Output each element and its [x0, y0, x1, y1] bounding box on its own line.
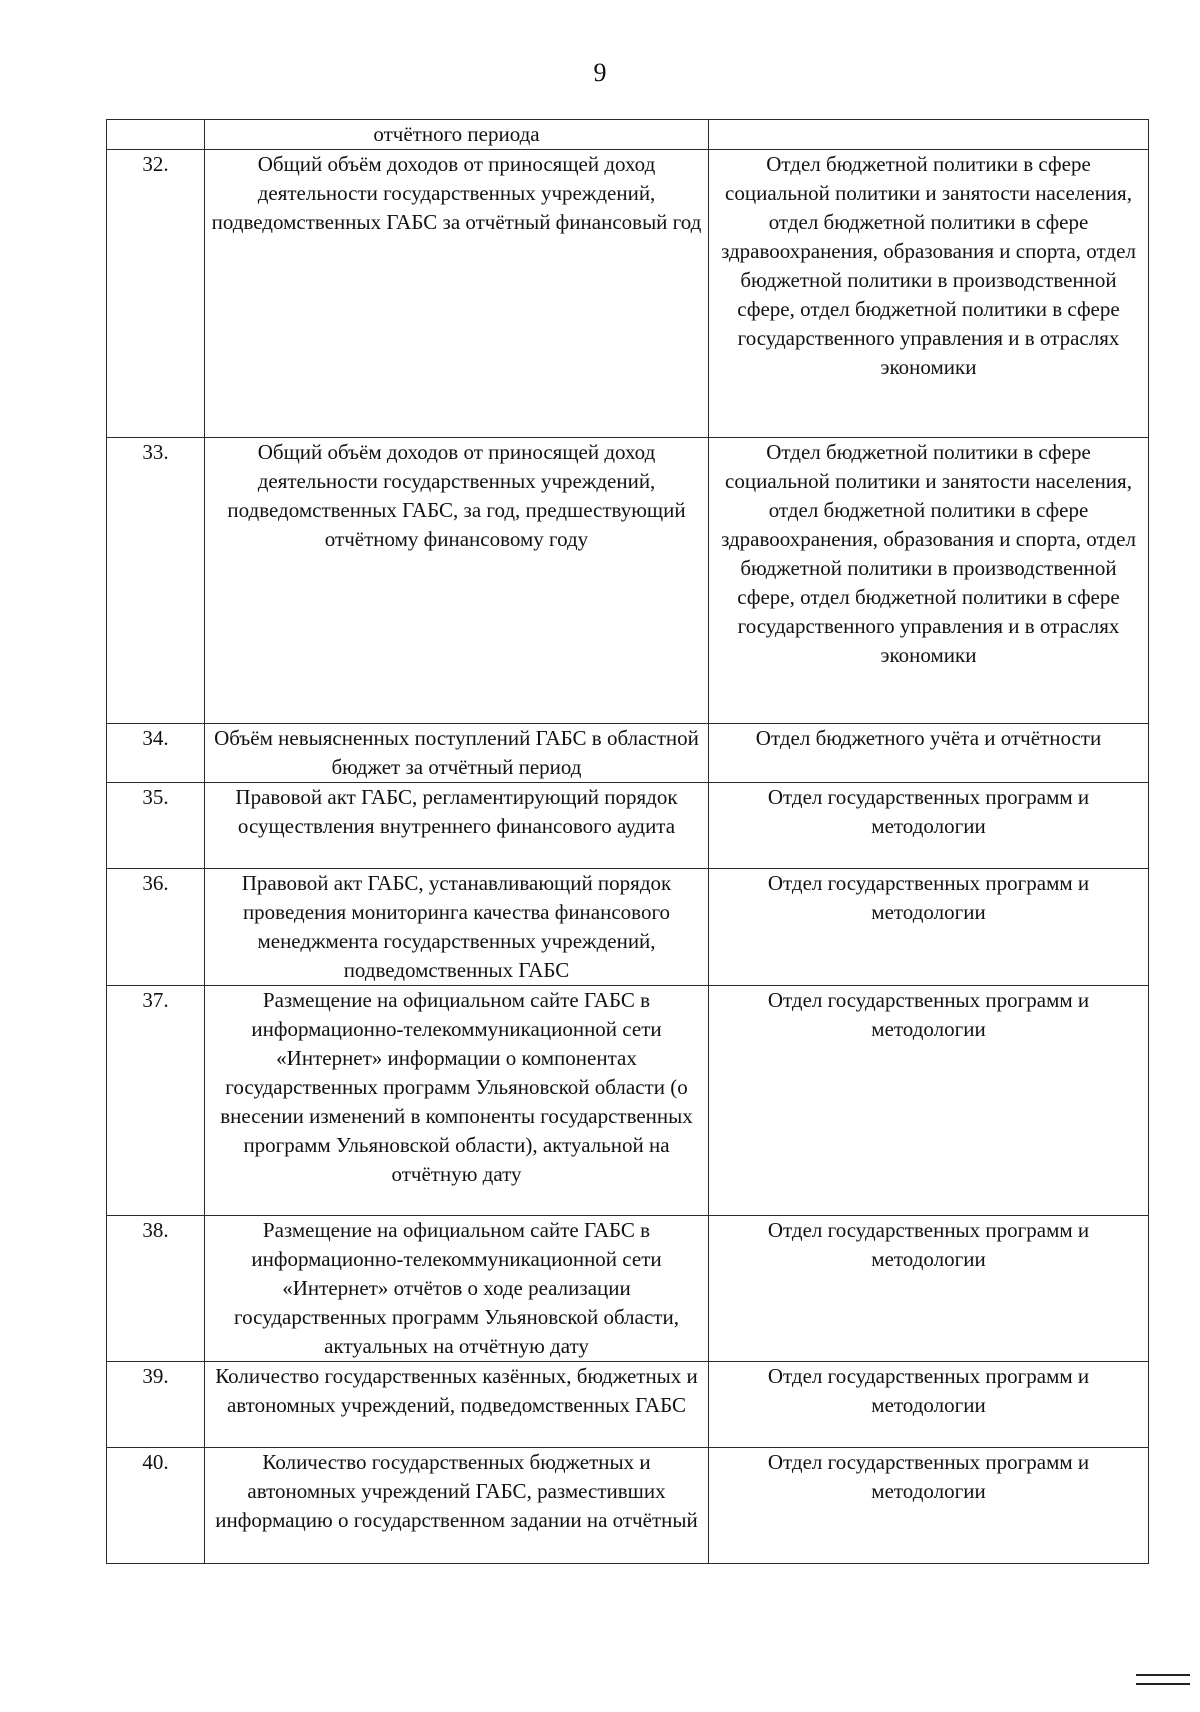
department-cell [709, 120, 1149, 150]
row-number-cell: 34. [107, 724, 205, 783]
table-row [107, 986, 1149, 1216]
table-row [107, 1216, 1149, 1362]
table-row [107, 724, 1149, 783]
row-number-cell: 32. [107, 150, 205, 438]
table-row [107, 150, 1149, 438]
indicator-cell: Правовой акт ГАБС, регламентирующий порядок осуществления внутреннего финансового аудита [205, 783, 709, 869]
department-cell: Отдел государственных программ и методологии [709, 1216, 1149, 1362]
page-number: 9 [593, 58, 607, 87]
row-number-cell: 35. [107, 783, 205, 869]
table-row [107, 1362, 1149, 1448]
indicators-table [106, 119, 1149, 1564]
department-cell: Отдел государственных программ и методологии [709, 986, 1149, 1216]
department-cell: Отдел бюджетного учёта и отчётности [709, 724, 1149, 783]
indicator-cell: Количество государственных бюджетных и автономных учреждений ГАБС, разместивших информацию о государственном задании на отчётный [205, 1448, 709, 1564]
indicator-cell: Общий объём доходов от приносящей доход деятельности государственных учреждений, подведомственных ГАБС за отчётный финансовый год [205, 150, 709, 438]
department-cell: Отдел государственных программ и методологии [709, 783, 1149, 869]
corner-mark [1136, 1674, 1190, 1704]
indicator-cell: Объём невыясненных поступлений ГАБС в областной бюджет за отчётный период [205, 724, 709, 783]
table-row [107, 783, 1149, 869]
row-number-cell: 39. [107, 1362, 205, 1448]
row-number-cell: 40. [107, 1448, 205, 1564]
department-cell: Отдел государственных программ и методологии [709, 1448, 1149, 1564]
department-cell: Отдел бюджетной политики в сфере социальной политики и занятости населения, отдел бюджетной политики в сфере здравоохранения, образования и спорта, отдел бюджетной политики в производственной сфере, отдел бюджетной политики в сфере государственного управления и в отраслях экономики [709, 438, 1149, 724]
table-row [107, 438, 1149, 724]
table-row [107, 120, 1149, 150]
indicator-cell: Количество государственных казённых, бюджетных и автономных учреждений, подведомственных ГАБС [205, 1362, 709, 1448]
row-number-cell [107, 120, 205, 150]
table-row [107, 869, 1149, 986]
indicator-cell: Размещение на официальном сайте ГАБС в информационно-телекоммуникационной сети «Интернет» отчётов о ходе реализации государственных программ Ульяновской области, актуальных на отчётную дату [205, 1216, 709, 1362]
indicator-cell: отчётного периода [205, 120, 709, 150]
row-number-cell: 33. [107, 438, 205, 724]
row-number-cell: 37. [107, 986, 205, 1216]
row-number-cell: 36. [107, 869, 205, 986]
indicator-cell: Общий объём доходов от приносящей доход деятельности государственных учреждений, подведомственных ГАБС, за год, предшествующий отчётному финансовому году [205, 438, 709, 724]
department-cell: Отдел бюджетной политики в сфере социальной политики и занятости населения, отдел бюджетной политики в сфере здравоохранения, образования и спорта, отдел бюджетной политики в производственной сфере, отдел бюджетной политики в сфере государственного управления и в отраслях экономики [709, 150, 1149, 438]
indicator-cell: Размещение на официальном сайте ГАБС в информационно-телекоммуникационной сети «Интернет» информации о компонентах государственных программ Ульяновской области (о внесении изменений в компоненты государственных программ Ульяновской области), актуальной на отчётную дату [205, 986, 709, 1216]
department-cell: Отдел государственных программ и методологии [709, 1362, 1149, 1448]
indicator-cell: Правовой акт ГАБС, устанавливающий порядок проведения мониторинга качества финансового менеджмента государственных учреждений, подведомственных ГАБС [205, 869, 709, 986]
department-cell: Отдел государственных программ и методологии [709, 869, 1149, 986]
row-number-cell: 38. [107, 1216, 205, 1362]
table-row [107, 1448, 1149, 1564]
